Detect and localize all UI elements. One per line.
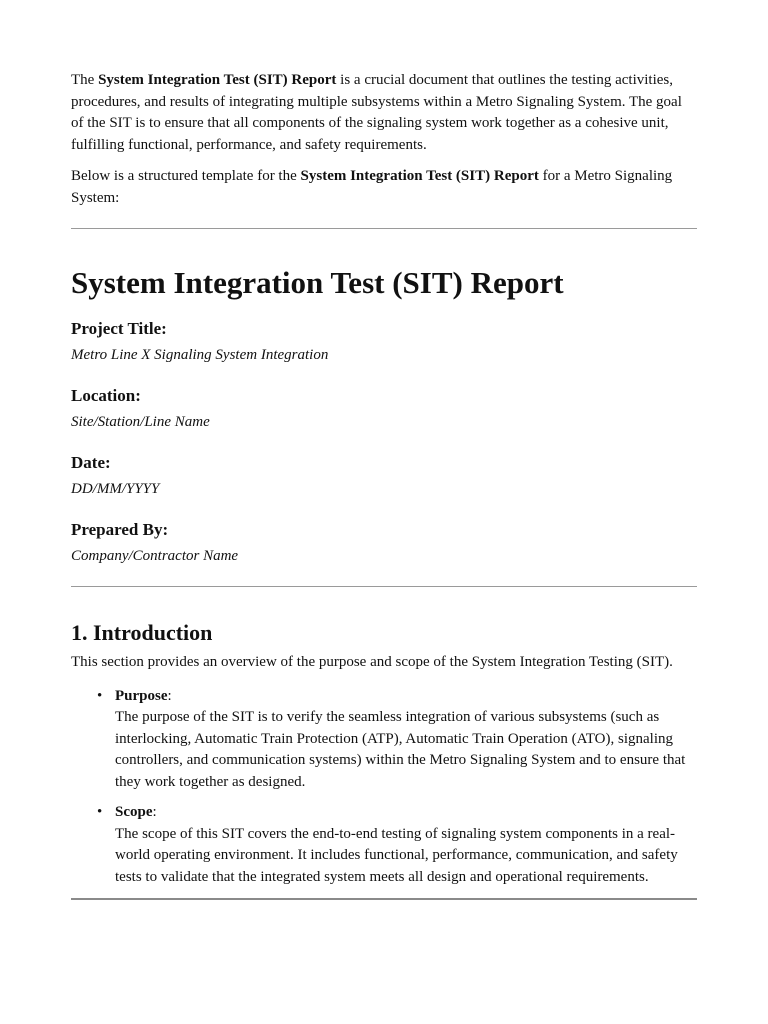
field-label: Project Title: (71, 319, 167, 338)
template-note-paragraph (71, 166, 697, 209)
divider-middle (71, 586, 697, 587)
section-description: This section provides an overview of the purpose and scope of the System Integration Testing (SIT). (71, 654, 673, 670)
intro-text-start: The (71, 72, 99, 88)
list-item-term: Scope (115, 804, 153, 820)
intro-bold-term: System Integration Test (SIT) Report (98, 72, 337, 88)
field-label: Prepared By: (71, 520, 169, 539)
divider-bottom (71, 898, 697, 900)
list-item-purpose (97, 686, 697, 794)
report-title: System Integration Test (SIT) Report (71, 265, 564, 300)
field-value: Company/Contractor Name (71, 548, 239, 564)
section-heading-introduction: 1. Introduction (71, 620, 213, 645)
field-value: Metro Line X Signaling System Integration (71, 347, 329, 363)
list-item-term: Purpose (115, 687, 168, 704)
intro-paragraph (71, 70, 697, 156)
template-note-bold-term: System Integration Test (SIT) Report (300, 168, 539, 184)
list-item-text: The purpose of the SIT is to verify the seamless integration of various subsystems (such as interlocking, Automatic Train Protection (ATP), Automatic Train Operation (ATO), signaling controllers, and communication systems) within the Metro Signaling System and to ensure that they work together as designed. (115, 709, 686, 790)
bullet-icon: • (97, 687, 103, 704)
template-note-start: Below is a structured template for the (71, 168, 301, 184)
list-item-scope (97, 802, 697, 888)
field-label: Location: (71, 386, 141, 405)
field-location (71, 385, 697, 432)
divider-top (71, 228, 697, 229)
field-prepared-by (71, 519, 697, 566)
field-project-title (71, 318, 697, 365)
list-item-colon: : (152, 804, 157, 820)
field-date (71, 452, 697, 499)
field-value: DD/MM/YYYY (71, 481, 160, 497)
document-page (71, 70, 697, 900)
field-value: Site/Station/Line Name (71, 414, 210, 430)
list-item-text: The scope of this SIT covers the end-to-end testing of signaling system components in a real-world operating environment. It includes functional, performance, communication, and safety tests to validate that the integrated system meets all design and operational requirements. (115, 825, 678, 885)
intro-text-rest: is a crucial document that outlines the testing activities, procedures, and results of integrating multiple subsystems within a Metro Signaling System. The goal of the SIT is to ensure that all components of the signaling system work together as a cohesive unit, fulfilling functional, performance, and safety requirements. (71, 72, 682, 153)
introduction-list (71, 686, 697, 889)
field-label: Date: (71, 453, 111, 472)
bullet-icon: • (97, 804, 103, 820)
list-item-colon: : (167, 687, 172, 704)
template-note-rest: for a Metro Signaling System: (71, 168, 673, 206)
